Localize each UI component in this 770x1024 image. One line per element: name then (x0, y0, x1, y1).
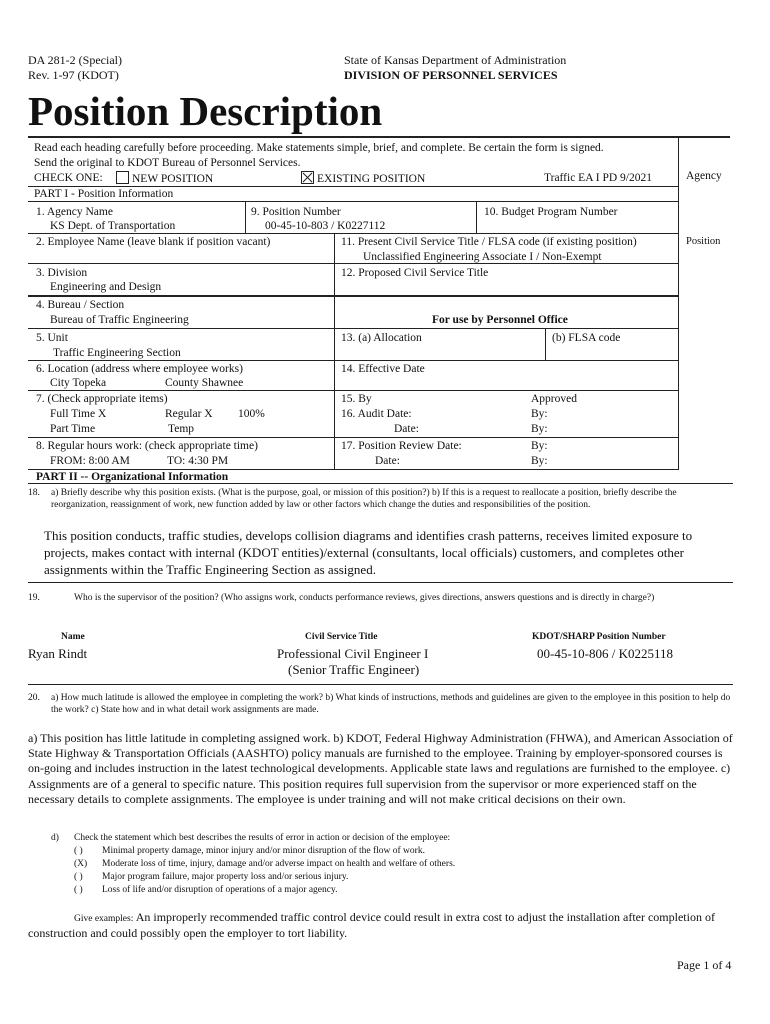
effective-date-label: 14. Effective Date (341, 363, 425, 375)
q19-number: 19. (28, 593, 40, 603)
division-value[interactable]: Engineering and Design (50, 281, 162, 293)
option-mark[interactable]: ( ) (74, 885, 83, 895)
state-department: State of Kansas Department of Administration (344, 53, 567, 67)
examples-block (28, 910, 736, 941)
flsa-code-label: (b) FLSA code (552, 332, 621, 344)
part1-heading: PART I - Position Information (34, 188, 174, 200)
page-number: Page 1 of 4 (677, 958, 732, 972)
q18-number: 18. (28, 488, 40, 498)
q19-question: Who is the supervisor of the position? (Who assigns work, conducts performance reviews, gives directions, answers questions and is directly in charge?) (74, 593, 655, 603)
q20d-label: d) (51, 833, 59, 843)
check-one-label: CHECK ONE: (34, 172, 103, 184)
unit-value[interactable]: Traffic Engineering Section (53, 347, 181, 359)
location-city[interactable]: City Topeka (50, 377, 107, 389)
position-number-value[interactable]: 00-45-10-803 / K0227112 (265, 220, 386, 232)
audit-by-label: By: (531, 408, 548, 420)
review-date-sub: Date: (375, 455, 400, 467)
budget-program-label: 10. Budget Program Number (484, 206, 618, 218)
option-text: Moderate loss of time, injury, damage and/or adverse impact on health and welfare of others. (102, 859, 456, 869)
existing-position-option[interactable] (301, 171, 425, 186)
option-mark[interactable]: ( ) (74, 846, 83, 856)
part2-heading: PART II -- Organizational Information (36, 471, 229, 483)
q20d-question: Check the statement which best describes the results of error in action or decision of the employee: (74, 833, 451, 843)
present-title-value[interactable]: Unclassified Engineering Associate I / Non-Exempt (363, 251, 602, 263)
examples-text[interactable]: An improperly recommended traffic control device could result in extra cost to adjust the installation after completion of construction and could possibly open the employer to tort liability. (28, 910, 715, 940)
regular-option[interactable]: Regular X (165, 408, 213, 420)
checkbox-icon[interactable] (116, 171, 129, 184)
bureau-value[interactable]: Bureau of Traffic Engineering (50, 314, 189, 326)
location-label: 6. Location (address where employee works) (36, 363, 243, 375)
document-id: Traffic EA I PD 9/2021 (544, 172, 652, 184)
new-position-option[interactable] (116, 171, 213, 186)
q20-question: a) How much latitude is allowed the employee in completing the work? b) What kinds of instructions, methods and guidelines are given to the employee in this position to help do the work? c) State how and in what detail work assignments are made. (51, 693, 731, 715)
supervisor-position-number[interactable]: 00-45-10-806 / K0225118 (537, 646, 674, 661)
supervisor-name[interactable]: Ryan Rindt (28, 646, 88, 661)
new-position-label: NEW POSITION (132, 173, 214, 185)
temp-option[interactable]: Temp (168, 423, 195, 435)
unit-label: 5. Unit (36, 332, 68, 344)
q18-question: a) Briefly describe why this position exists. (What is the purpose, goal, or mission of this position?) b) If this is a request to reallocate a position, briefly describe the reorganization, reassignment of work, new function added by law or other factors which change the duties and responsibilities of the position. (51, 488, 677, 510)
side-position-label: Position (686, 236, 721, 247)
q18-answer[interactable]: This position conducts, traffic studies, develops collision diagrams and identifies crash patterns, receives limited exposure to projects, makes contact with internal (KDOT entities)/external (consultants, local officials) customers, and completes other assignments within the Traffic Engineering Section as assigned. (44, 528, 693, 577)
supervisor-title-header: Civil Service Title (305, 632, 378, 642)
option-mark[interactable]: (X) (74, 859, 88, 869)
position-number-label: 9. Position Number (251, 206, 341, 218)
q20-answer[interactable]: a) This position has little latitude in completing assigned work. b) KDOT, Federal Highway Administration (FHWA), and American Association of State Highway & Transportation Officials (AASHTO) policy manuals are furnished to the employee. Training by employer-sponsored courses is on-going and includes instruction in the latest technological developments. Applicable state laws and regulations are furnished to the employee. c) Assignments are of a general to specific nature. This position requires full supervision from the supervisor or more experienced staff on the necessary details to complete assignments. The employee is under training and will not make critical decisions on their own. (28, 731, 733, 806)
page-title: Position Description (28, 88, 383, 134)
intro-line1: Read each heading carefully before proceeding. Make statements simple, brief, and complete. Be certain the form is signed. (34, 142, 604, 154)
option-text: Minimal property damage, minor injury and/or minor disruption of the flow of work. (102, 846, 425, 856)
hours-to[interactable]: TO: 4:30 PM (167, 455, 229, 467)
checked-checkbox-icon[interactable] (301, 171, 314, 184)
audit-date-sub: Date: (394, 423, 419, 435)
part-time-option[interactable]: Part Time (50, 423, 96, 435)
percent-value[interactable]: 100% (238, 408, 265, 420)
hours-from[interactable]: FROM: 8:00 AM (50, 455, 130, 467)
option-text: Loss of life and/or disruption of operations of a major agency. (102, 885, 338, 895)
review-by-sub: By: (531, 455, 548, 467)
examples-label: Give examples: (74, 914, 134, 924)
review-date-label: 17. Position Review Date: (341, 440, 462, 452)
allocation-label: 13. (a) Allocation (341, 332, 422, 344)
audit-date-label: 16. Audit Date: (341, 408, 412, 420)
supervisor-name-header: Name (61, 632, 85, 642)
check-items-label: 7. (Check appropriate items) (36, 393, 168, 405)
agency-name-label: 1. Agency Name (36, 206, 113, 218)
present-title-label: 11. Present Civil Service Title / FLSA code (if existing position) (341, 236, 637, 248)
approved-label: Approved (531, 393, 577, 405)
location-county[interactable]: County Shawnee (165, 377, 244, 389)
supervisor-title-sub[interactable]: (Senior Traffic Engineer) (288, 662, 420, 677)
agency-name-value[interactable]: KS Dept. of Transportation (50, 220, 176, 232)
proposed-title-label: 12. Proposed Civil Service Title (341, 267, 489, 279)
intro-line2: Send the original to KDOT Bureau of Personnel Services. (34, 157, 301, 169)
regular-hours-label: 8. Regular hours work: (check appropriate time) (36, 440, 258, 452)
option-mark[interactable]: ( ) (74, 872, 83, 882)
employee-name-label: 2. Employee Name (leave blank if position vacant) (36, 236, 271, 248)
revision: Rev. 1-97 (KDOT) (28, 68, 119, 82)
existing-position-label: EXISTING POSITION (317, 173, 426, 185)
audit-by-sub: By: (531, 423, 548, 435)
option-text: Major program failure, major property loss and/or serious injury. (102, 872, 349, 882)
supervisor-number-header: KDOT/SHARP Position Number (532, 632, 666, 642)
bureau-label: 4. Bureau / Section (36, 299, 125, 311)
personnel-office-heading: For use by Personnel Office (432, 314, 568, 326)
division-name: DIVISION OF PERSONNEL SERVICES (344, 68, 558, 82)
full-time-option[interactable]: Full Time X (50, 408, 107, 420)
division-label: 3. Division (36, 267, 88, 279)
q20-number: 20. (28, 693, 40, 703)
supervisor-title[interactable]: Professional Civil Engineer I (277, 646, 429, 661)
form-number: DA 281-2 (Special) (28, 53, 122, 67)
by-label: 15. By (341, 393, 372, 405)
review-by-label: By: (531, 440, 548, 452)
side-agency-label: Agency (686, 170, 722, 182)
